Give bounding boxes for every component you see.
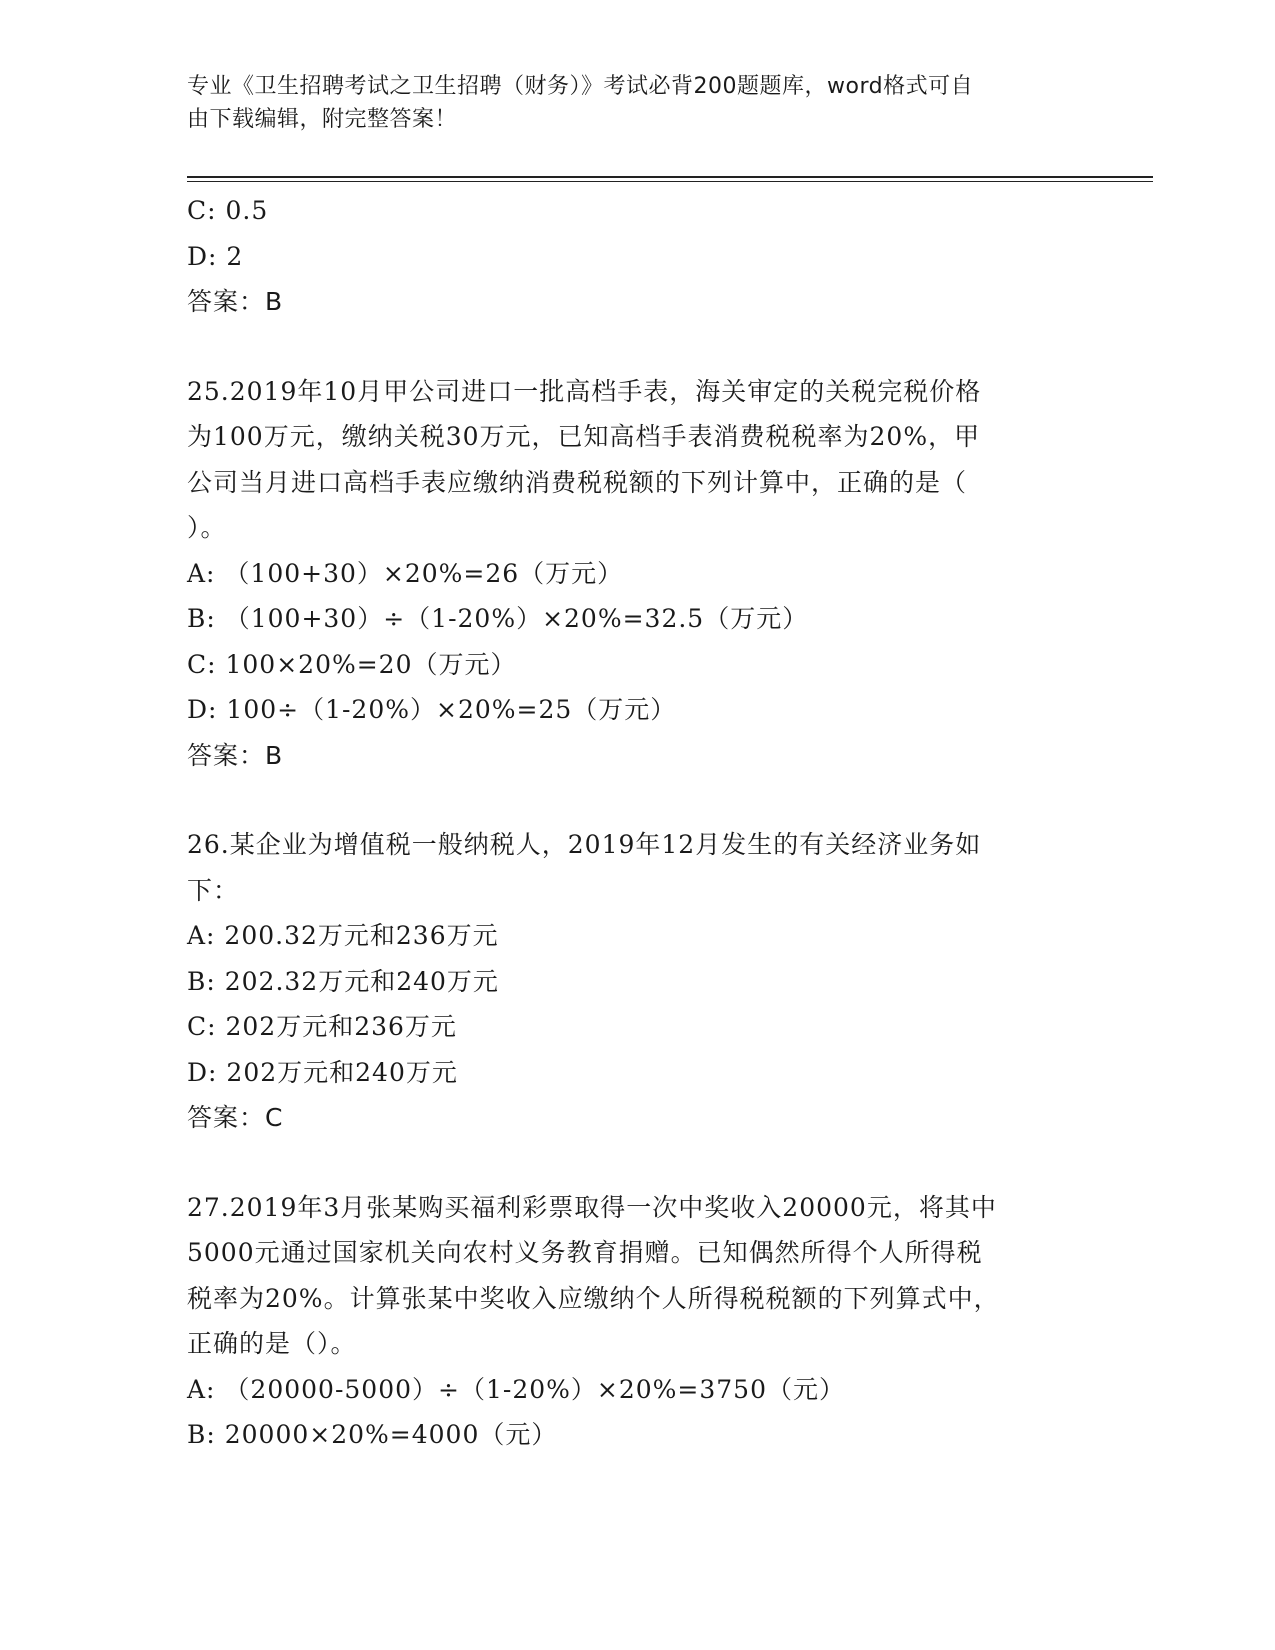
spacer [187, 778, 1067, 822]
option-b: B: （100+30）÷（1-20%）×20%=32.5（万元） [187, 604, 809, 633]
question-text-line: 正确的是（）。 [187, 1329, 357, 1358]
answer-label: 答案：C [187, 1103, 284, 1132]
question-text-line: 26.某企业为增值税一般纳税人，2019年12月发生的有关经济业务如 [187, 830, 982, 859]
question-text-line: 为100万元，缴纳关税30万元，已知高档手表消费税税率为20%，甲 [187, 422, 981, 451]
option-a: A: （100+30）×20%=26（万元） [187, 558, 624, 588]
question-text-line: 27.2019年3月张某购买福利彩票取得一次中奖收入20000元，将其中 [187, 1192, 997, 1222]
answer-label: 答案：B [187, 740, 284, 770]
option-d: D: 100÷（1-20%）×20%=25（万元） [187, 695, 677, 724]
answer-label: 答案：B [187, 287, 284, 316]
question-25 [187, 369, 1067, 779]
question-text-line: 5000元通过国家机关向农村义务教育捐赠。已知偶然所得个人所得税 [187, 1238, 983, 1267]
header-divider-thick [187, 176, 1153, 178]
option-a: A: （20000-5000）÷（1-20%）×20%=3750（元） [187, 1374, 845, 1404]
option-c: C: 100×20%=20（万元） [187, 649, 517, 679]
option-a: A: 200.32万元和236万元 [187, 921, 499, 950]
question-content [187, 188, 1067, 1458]
question-text-line: ）。 [187, 513, 227, 542]
spacer [187, 325, 1067, 369]
question-text-line: 下： [187, 875, 240, 905]
option-c: C: 202万元和236万元 [187, 1012, 457, 1041]
option-d: D: 202万元和240万元 [187, 1057, 458, 1087]
option-b: B: 20000×20%=4000（元） [187, 1420, 558, 1449]
question-27 [187, 1185, 1067, 1458]
question-26 [187, 822, 1067, 1141]
option-c: C: 0.5 [187, 196, 269, 225]
question-text-line: 公司当月进口高档手表应缴纳消费税税额的下列计算中，正确的是（ [187, 467, 968, 497]
header-divider-thin [187, 181, 1153, 182]
question-text-line: 25.2019年10月甲公司进口一批高档手表，海关审定的关税完税价格 [187, 376, 982, 406]
header-title-line-2: 由下载编辑，附完整答案！ [187, 107, 458, 132]
header-title-line-1: 专业《卫生招聘考试之卫生招聘（财务）》考试必背200题题库，word格式可自 [187, 74, 974, 99]
spacer [187, 1141, 1067, 1185]
previous-question-tail [187, 188, 1067, 325]
question-text-line: 税率为20%。计算张某中奖收入应缴纳个人所得税税额的下列算式中， [187, 1283, 1000, 1313]
option-d: D: 2 [187, 241, 244, 271]
option-b: B: 202.32万元和240万元 [187, 966, 499, 996]
page-header [187, 70, 1067, 136]
